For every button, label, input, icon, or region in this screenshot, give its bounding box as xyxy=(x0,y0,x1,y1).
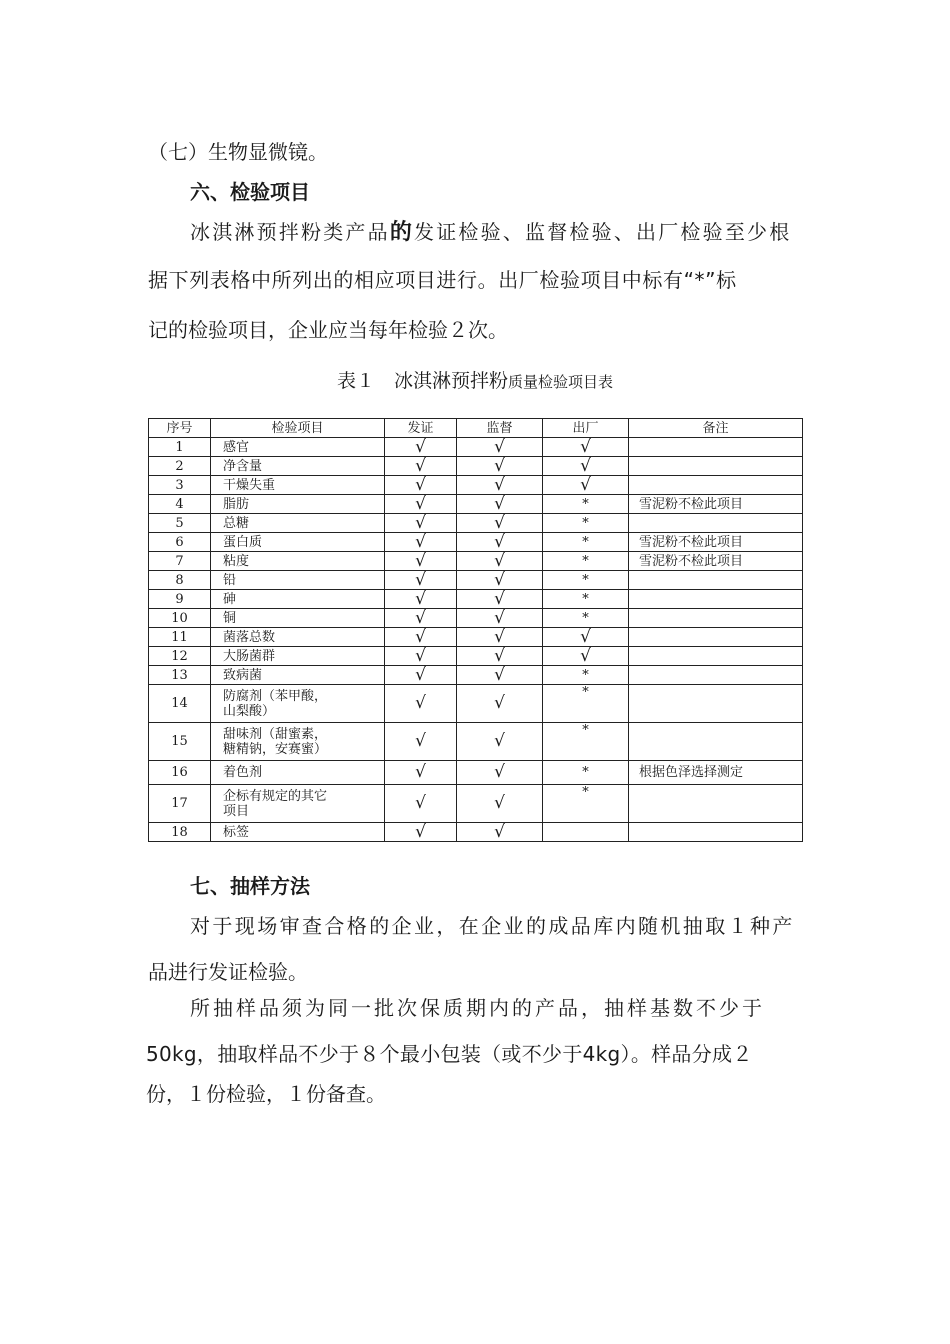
cell-factory: √ xyxy=(543,438,629,457)
cell-supervise: √ xyxy=(457,552,543,571)
cell-supervise: √ xyxy=(457,571,543,590)
cell-supervise: √ xyxy=(457,666,543,685)
cell-cert: √ xyxy=(385,647,457,666)
table-row xyxy=(149,647,803,666)
cell-no: 2 xyxy=(149,457,211,476)
cell-item-line: 糖精钠，安赛蜜） xyxy=(223,741,328,757)
cell-no: 3 xyxy=(149,476,211,495)
cell-note: 雪泥粉不检此项目 xyxy=(629,552,803,571)
paragraph-sampling-line-2: 品进行发证检验。 xyxy=(148,960,308,984)
paragraph-text: 发证检验、监督检验、出厂检验至少根 xyxy=(414,220,792,244)
cell-factory: * xyxy=(543,495,629,514)
cell-cert: √ xyxy=(385,457,457,476)
header-factory: 出厂 xyxy=(543,419,629,438)
cell-item-line: 企标有规定的其它 xyxy=(223,788,328,804)
table-row xyxy=(149,590,803,609)
cell-factory: * xyxy=(543,552,629,571)
cell-item xyxy=(211,785,385,823)
table-row xyxy=(149,438,803,457)
header-no: 序号 xyxy=(149,419,211,438)
cell-supervise: √ xyxy=(457,514,543,533)
cell-no: 17 xyxy=(149,785,211,823)
cell-item: 干燥失重 xyxy=(211,476,385,495)
cell-no: 11 xyxy=(149,628,211,647)
cell-cert: √ xyxy=(385,438,457,457)
cell-no: 7 xyxy=(149,552,211,571)
paragraph-inspection-line-2: 据下列表格中所列出的相应项目进行。出厂检验项目中标有“*”标 xyxy=(148,268,737,292)
cell-supervise: √ xyxy=(457,495,543,514)
cell-factory: √ xyxy=(543,476,629,495)
cell-note xyxy=(629,476,803,495)
cell-supervise: √ xyxy=(457,457,543,476)
cell-factory: * xyxy=(543,571,629,590)
cell-item: 着色剂 xyxy=(211,761,385,785)
cell-cert: √ xyxy=(385,723,457,761)
cell-note xyxy=(629,571,803,590)
cell-no: 14 xyxy=(149,685,211,723)
cell-item: 感官 xyxy=(211,438,385,457)
cell-item: 铜 xyxy=(211,609,385,628)
cell-no: 9 xyxy=(149,590,211,609)
cell-note xyxy=(629,514,803,533)
paragraph-sample-line-1: 所抽样品须为同一批次保质期内的产品，抽样基数不少于 xyxy=(190,996,765,1020)
table-row xyxy=(149,761,803,785)
cell-note xyxy=(629,609,803,628)
table-row xyxy=(149,533,803,552)
table-row xyxy=(149,609,803,628)
cell-factory: * xyxy=(543,761,629,785)
cell-cert: √ xyxy=(385,514,457,533)
cell-factory: * xyxy=(543,785,629,823)
paragraph-text-bold: 的 xyxy=(389,220,415,245)
table-row xyxy=(149,823,803,842)
cell-cert: √ xyxy=(385,533,457,552)
cell-note xyxy=(629,823,803,842)
cell-cert: √ xyxy=(385,666,457,685)
cell-item-line: 项目 xyxy=(223,803,250,819)
table-caption xyxy=(0,368,950,395)
cell-supervise: √ xyxy=(457,685,543,723)
header-note: 备注 xyxy=(629,419,803,438)
cell-supervise: √ xyxy=(457,590,543,609)
cell-item: 大肠菌群 xyxy=(211,647,385,666)
table-row xyxy=(149,495,803,514)
cell-note: 根据色泽选择测定 xyxy=(629,761,803,785)
cell-cert: √ xyxy=(385,495,457,514)
cell-cert: √ xyxy=(385,628,457,647)
cell-no: 10 xyxy=(149,609,211,628)
cell-supervise: √ xyxy=(457,476,543,495)
paragraph-sample-line-2: 50kg，抽取样品不少于８个最小包装（或不少于4kg）。样品分成２ xyxy=(146,1042,753,1066)
cell-supervise: √ xyxy=(457,785,543,823)
cell-item: 菌落总数 xyxy=(211,628,385,647)
cell-factory: * xyxy=(543,666,629,685)
quality-inspection-table xyxy=(148,418,803,842)
table-header-row xyxy=(149,419,803,438)
cell-supervise: √ xyxy=(457,609,543,628)
paragraph-sampling-line-1: 对于现场审查合格的企业，在企业的成品库内随机抽取１种产 xyxy=(190,914,795,938)
cell-factory: * xyxy=(543,609,629,628)
cell-supervise: √ xyxy=(457,761,543,785)
table-row xyxy=(149,628,803,647)
cell-item-line: 山梨酸） xyxy=(223,703,276,719)
table-row xyxy=(149,571,803,590)
cell-item: 净含量 xyxy=(211,457,385,476)
table-row xyxy=(149,457,803,476)
cell-factory: √ xyxy=(543,647,629,666)
cell-item: 粘度 xyxy=(211,552,385,571)
header-supervise: 监督 xyxy=(457,419,543,438)
cell-cert: √ xyxy=(385,609,457,628)
cell-supervise: √ xyxy=(457,647,543,666)
cell-no: 6 xyxy=(149,533,211,552)
table-row xyxy=(149,723,803,761)
cell-no: 12 xyxy=(149,647,211,666)
cell-cert: √ xyxy=(385,552,457,571)
section-heading-sampling-method: 七、抽样方法 xyxy=(190,874,310,898)
cell-item-line: 防腐剂（苯甲酸， xyxy=(223,688,328,704)
cell-factory: √ xyxy=(543,628,629,647)
cell-supervise: √ xyxy=(457,723,543,761)
cell-factory: * xyxy=(543,590,629,609)
cell-cert: √ xyxy=(385,823,457,842)
cell-no: 5 xyxy=(149,514,211,533)
cell-note xyxy=(629,628,803,647)
header-cert: 发证 xyxy=(385,419,457,438)
cell-note xyxy=(629,685,803,723)
table-row xyxy=(149,552,803,571)
cell-note xyxy=(629,666,803,685)
cell-note xyxy=(629,457,803,476)
cell-note: 雪泥粉不检此项目 xyxy=(629,495,803,514)
cell-no: 16 xyxy=(149,761,211,785)
cell-note xyxy=(629,647,803,666)
cell-note xyxy=(629,438,803,457)
cell-supervise: √ xyxy=(457,438,543,457)
cell-supervise: √ xyxy=(457,533,543,552)
cell-cert: √ xyxy=(385,476,457,495)
paragraph-text: 冰淇淋预拌粉类产品 xyxy=(190,220,390,244)
paragraph-sample-line-3: 份，１份检验，１份备查。 xyxy=(146,1082,386,1106)
cell-item xyxy=(211,685,385,723)
cell-no: 15 xyxy=(149,723,211,761)
cell-cert: √ xyxy=(385,785,457,823)
cell-note xyxy=(629,723,803,761)
header-item: 检验项目 xyxy=(211,419,385,438)
cell-item: 致病菌 xyxy=(211,666,385,685)
cell-item: 脂肪 xyxy=(211,495,385,514)
cell-no: 18 xyxy=(149,823,211,842)
cell-item: 蛋白质 xyxy=(211,533,385,552)
caption-main: 表１ 冰淇淋预拌粉 xyxy=(336,370,508,392)
cell-factory: * xyxy=(543,514,629,533)
cell-item: 总糖 xyxy=(211,514,385,533)
cell-cert: √ xyxy=(385,571,457,590)
cell-factory: * xyxy=(543,723,629,761)
cell-note: 雪泥粉不检此项目 xyxy=(629,533,803,552)
cell-item: 铅 xyxy=(211,571,385,590)
cell-factory: * xyxy=(543,685,629,723)
cell-factory: * xyxy=(543,533,629,552)
cell-item-line: 甜味剂（甜蜜素， xyxy=(223,726,328,742)
paragraph-microscope: （七）生物显微镜。 xyxy=(148,140,328,164)
cell-no: 4 xyxy=(149,495,211,514)
paragraph-inspection-line-3: 记的检验项目，企业应当每年检验２次。 xyxy=(148,318,508,342)
table-row xyxy=(149,514,803,533)
cell-cert: √ xyxy=(385,590,457,609)
cell-factory: √ xyxy=(543,457,629,476)
table-row xyxy=(149,666,803,685)
section-heading-inspection-items: 六、检验项目 xyxy=(190,180,310,204)
cell-item: 标签 xyxy=(211,823,385,842)
cell-supervise: √ xyxy=(457,628,543,647)
cell-item: 砷 xyxy=(211,590,385,609)
cell-no: 13 xyxy=(149,666,211,685)
cell-note xyxy=(629,590,803,609)
cell-item xyxy=(211,723,385,761)
cell-supervise: √ xyxy=(457,823,543,842)
cell-no: 1 xyxy=(149,438,211,457)
cell-cert: √ xyxy=(385,685,457,723)
cell-cert: √ xyxy=(385,761,457,785)
cell-no: 8 xyxy=(149,571,211,590)
table-row xyxy=(149,685,803,723)
table-row xyxy=(149,785,803,823)
cell-factory xyxy=(543,823,629,842)
cell-note xyxy=(629,785,803,823)
table-row xyxy=(149,476,803,495)
paragraph-inspection-line-1 xyxy=(190,218,791,247)
caption-sub: 质量检验项目表 xyxy=(508,373,614,391)
